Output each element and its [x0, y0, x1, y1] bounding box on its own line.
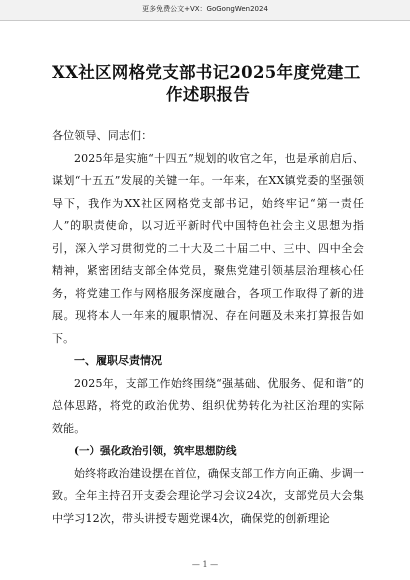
salutation: 各位领导、同志们： [52, 129, 153, 142]
section-heading-duties: 一、履职尽责情况 [74, 354, 162, 367]
subsection-paragraph-political-guidance: 始终将政治建设摆在首位，确保支部工作方向正确、步调一致。全年主持召开支委会理论学习会议24次，支部党员大会集中学习12次，带头讲授专题党课4次，确保党的创新理论 [52, 466, 364, 525]
section-paragraph-duties: 2025年，支部工作始终围绕“强基础、优服务、促和谐”的总体思路，将党的政治优势、组织优势转化为社区治理的实际效能。 [52, 376, 364, 435]
document-body [52, 125, 364, 530]
promo-header-text: 更多免费公文+VX：GoGongWen2024 [142, 5, 268, 13]
promo-header-bar [0, 0, 410, 21]
subsection-heading-political-guidance: (一）强化政治引领，筑牢思想防线 [74, 445, 237, 457]
document-title [52, 62, 364, 106]
document-title-line-1: XX社区网格党支部书记2025年度党建工 [52, 63, 361, 82]
intro-paragraph: 2025年是实施“十四五”规划的收官之年，也是承前启后、谋划“十五五”发展的关键一年。一年来，在XX镇党委的坚强领导下，我作为XX社区网格党支部书记，始终牢记“第一责任人”的职责使命，以习近平新时代中国特色社会主义思想为指引，深入学习贯彻党的二十大及二十届二中、三中、四中全会精神，紧密团结支部全体党员，聚焦党建引领基层治理核心任务，将党建工作与网格服务深度融合，各项工作取得了新的进展。现将本人一年来的履职情况、存在问题及未来打算报告如下。 [52, 151, 364, 345]
document-title-line-2: 作述职报告 [166, 85, 250, 104]
page-number: — 1 — [191, 560, 219, 569]
